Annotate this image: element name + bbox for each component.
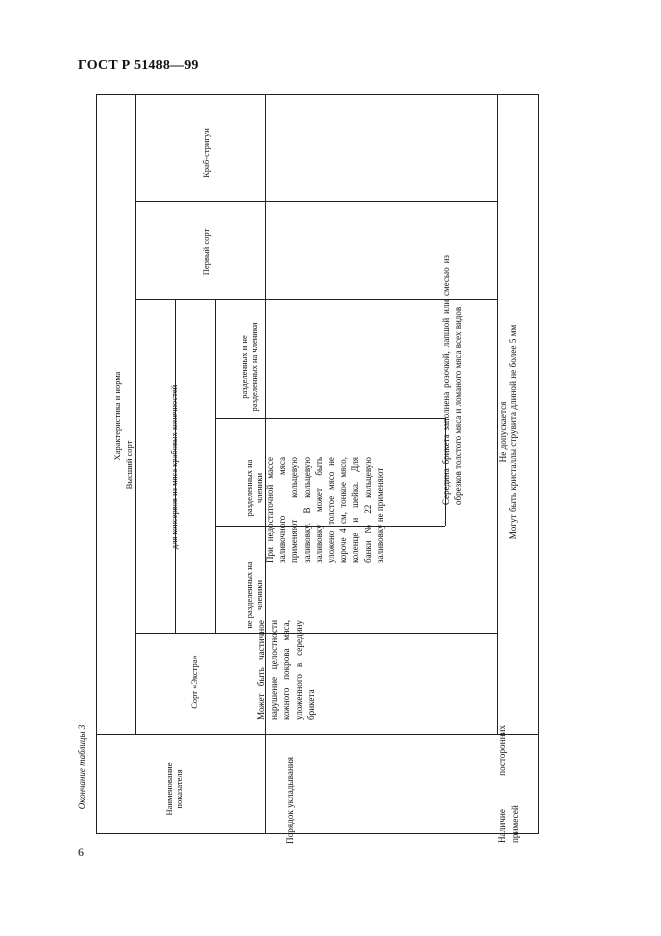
header-first-grade: Первый сорт xyxy=(201,228,212,276)
header-crab: Краб-стригун xyxy=(201,128,212,178)
row-divided-note-text: При недостаточной массе заливочного мяса применяют кольцевую заливовку. В кольцевую заливовку может быть уложено толстое мясо не короче 4 см, тонкое мясо, коленце и шейка. Для банки № 22 кольцевую заливовку не применяют xyxy=(265,457,385,563)
header-column-name: Наименование показателя xyxy=(164,762,184,816)
table-caption: Окончание таблицы 3 xyxy=(76,724,87,810)
page-number: 6 xyxy=(78,845,84,859)
header-sub-not-divided-text: не разделенных на членики xyxy=(244,561,264,629)
row-extra-laying xyxy=(255,620,331,720)
row-briquette-center-text: Середина брикета заполнена розочкой, лапшой или смесью из обрезков толстого мяса и ломаного мяса всех видов xyxy=(441,255,463,505)
header-sub-both xyxy=(233,312,267,422)
row-briquette-center xyxy=(440,255,480,505)
row-name-impurities xyxy=(496,725,526,843)
row-name-impurities-text: Наличие посторонних примесей xyxy=(497,725,520,843)
header-canned: для консервов из мяса крабовых конечностей xyxy=(169,384,180,550)
row-extra-laying-text: Может быть частичное нарушение целостности кожного покрова мяса, уложенного в середину брикета xyxy=(256,620,317,720)
row-name-laying-text: Порядок укладывания xyxy=(285,757,295,844)
row-struvite: Могут быть кристаллы струвита длиной не более 5 мм xyxy=(507,324,518,540)
header-characteristics: Характеристика и норма xyxy=(112,371,123,461)
document-header: ГОСТ Р 51488—99 xyxy=(78,58,199,73)
header-sub-divided-text: разделенных на членики xyxy=(244,459,264,517)
header-extra-grade: Сорт «Экстра» xyxy=(189,655,200,709)
row-not-allowed: Не допускается xyxy=(497,401,508,463)
row-divided-note xyxy=(264,457,404,563)
header-sub-both-text: разделенных и не разделенных на членики xyxy=(239,322,259,412)
header-top-grade: Высший сорт xyxy=(124,440,135,490)
row-name-laying xyxy=(284,718,314,844)
